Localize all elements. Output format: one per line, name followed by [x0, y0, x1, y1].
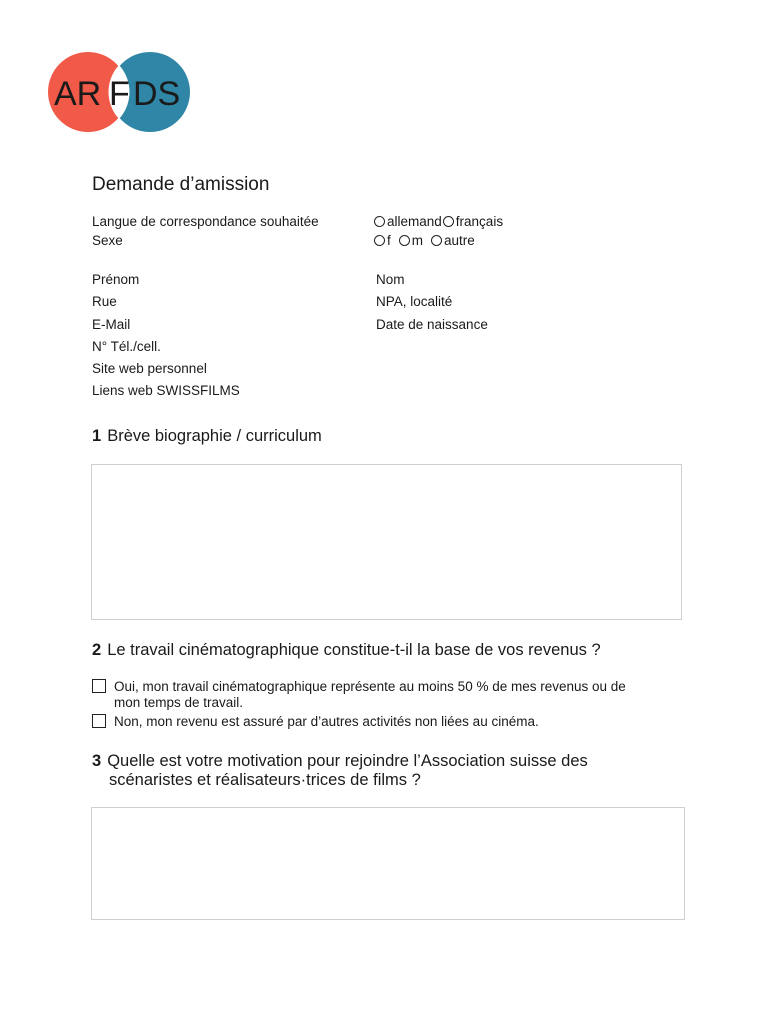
field-swissfilms: Liens web SWISSFILMS	[92, 383, 240, 398]
radio-sex-f-label: f	[387, 233, 391, 248]
radio-sex-f[interactable]	[374, 235, 385, 246]
language-label: Langue de correspondance souhaitée	[92, 214, 319, 229]
radio-sex-m-label: m	[411, 233, 424, 248]
logo-text-f: F	[109, 75, 130, 113]
section-1-heading	[92, 427, 322, 446]
section-3-title-line-1: Quelle est votre motivation pour rejoindre l’Association suisse des	[107, 752, 588, 770]
section-2-heading	[92, 641, 601, 660]
field-date-naissance: Date de naissance	[376, 317, 488, 332]
motivation-textarea[interactable]	[91, 807, 685, 920]
logo-text-ds: DS	[133, 75, 181, 113]
field-npa-localite: NPA, localité	[376, 294, 453, 309]
biography-textarea[interactable]	[91, 464, 682, 620]
arfds-logo	[46, 50, 192, 134]
checkbox-income-no[interactable]	[92, 714, 106, 728]
logo-text-ar: AR	[54, 75, 102, 113]
income-yes-line-2: mon temps de travail.	[114, 695, 244, 710]
sex-options	[374, 233, 475, 248]
income-no-label: Non, mon revenu est assuré par d’autres activités non liées au cinéma.	[114, 714, 539, 729]
field-nom: Nom	[376, 272, 405, 287]
income-yes-label	[114, 679, 704, 711]
radio-sex-autre[interactable]	[431, 235, 442, 246]
page-title: Demande d’amission	[92, 174, 270, 195]
section-1-title: Brève biographie / curriculum	[107, 427, 322, 445]
radio-allemand-label: allemand	[387, 214, 442, 229]
section-3-title-line-2: scénaristes et réalisateurs·trices de films ?	[109, 771, 421, 789]
field-website: Site web personnel	[92, 361, 207, 376]
radio-sex-autre-label: autre	[444, 233, 475, 248]
field-email: E-Mail	[92, 317, 131, 332]
section-2-number: 2	[92, 641, 102, 659]
income-yes-line-1: Oui, mon travail cinématographique représente au moins 50 % de mes revenus ou de	[114, 679, 626, 694]
section-3-heading	[92, 752, 588, 790]
sex-label: Sexe	[92, 233, 123, 248]
field-rue: Rue	[92, 294, 117, 309]
radio-francais-label: français	[455, 214, 504, 229]
radio-francais[interactable]	[443, 216, 454, 227]
section-2-title: Le travail cinématographique constitue-t-il la base de vos revenus ?	[107, 641, 601, 659]
radio-allemand[interactable]	[374, 216, 385, 227]
field-telephone: N° Tél./cell.	[92, 339, 161, 354]
language-options	[374, 214, 503, 229]
section-3-number: 3	[92, 752, 102, 770]
field-prenom: Prénom	[92, 272, 140, 287]
section-1-number: 1	[92, 427, 102, 445]
checkbox-income-yes[interactable]	[92, 679, 106, 693]
radio-sex-m[interactable]	[399, 235, 410, 246]
